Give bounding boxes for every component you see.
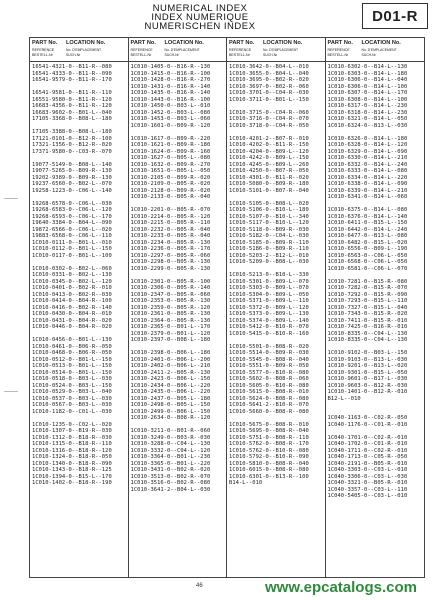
title-english: NUMERICAL INDEX [152, 3, 248, 14]
index-column [326, 38, 425, 577]
index-entry: 1C010-9603-0--B12-R--030 [327, 382, 408, 389]
index-entry: 1C010-2215-0--B05-R--110 [130, 220, 211, 226]
index-entry: 17371-9580-0--C03-R--070 [32, 148, 112, 155]
index-entry: 1C010-2232-0--B05-R--040 [130, 226, 211, 233]
index-entry: 1C010-0446-0--B04-R--020 [32, 324, 112, 330]
index-entry: 1C010-1651-0--B05-L--050 [130, 168, 211, 174]
index-entry: 1C010-2359-0--B05-R--120 [130, 304, 211, 311]
index-entry: 1C010-3364-0--B01-L--230 [130, 454, 211, 460]
watermark: www.epcatalogs.com [265, 579, 417, 596]
index-entry: 1C010-2234-0--B05-R--130 [130, 239, 211, 246]
part-no-label: PART No. [327, 40, 353, 46]
index-entry: 1C010-5371-0--B09-L--110 [229, 298, 309, 304]
index-entry: 1C010-2499-0--B06-L--150 [130, 408, 211, 415]
index-entry: 1C040-1701-0--C02-R--010 [327, 434, 408, 441]
index-entry: 1C010-0401-0--B02-R--010 [32, 285, 112, 291]
index-entry: 1C010-0331-0--B02-L--130 [32, 272, 112, 278]
index-entry: 16683-9602-0--B01-L--040 [32, 109, 112, 116]
index-entry: 1C010-0302-0--B02-L--060 [32, 265, 112, 272]
index-entry: B12-L--010 [327, 395, 361, 402]
index-entry: 1C010-3516-0--B02-R--080 [130, 480, 211, 486]
index-entry: 1C010-6563-0--C06-L--050 [327, 252, 408, 259]
index-entry: 16551-9580-0--B11-R--120 [32, 96, 112, 103]
part-no-label: PART No. [32, 40, 58, 46]
index-entry: 1C040-5405-0--C03-L--010 [327, 493, 408, 499]
index-entry: 1C010-0112-0--B01-L--150 [32, 246, 112, 252]
index-entry: 1C010-5373-0--B09-L--130 [229, 311, 309, 317]
column-header [30, 38, 128, 62]
index-entry: 1C010-2214-0--B05-R--120 [130, 213, 211, 220]
index-entry: 1C010-2297-0--B05-R--060 [130, 252, 211, 259]
index-entry: 1C010-6317-0--B14-L--230 [327, 103, 408, 109]
index-entry: 1C010-4242-0--B09-L--150 [229, 155, 309, 161]
part-no-label: PART No. [229, 40, 255, 46]
index-entry: 1C010-5615-0--B08-R--010 [229, 389, 309, 395]
index-entry: 1C010-2353-0--B05-R--130 [130, 298, 211, 304]
index-entry: 1C010-1394-0--B15-L--170 [32, 473, 112, 480]
index-entry: 16683-4356-0--B11-R--120 [32, 103, 112, 109]
reference-label: REFERENCE BESTELL-Nr [327, 48, 350, 57]
index-entry: 1C010-5213-0--B10-L--330 [229, 272, 309, 278]
index-entry: 1C010-2397-0--B08-L--180 [130, 337, 211, 343]
index-entry: 1C010-6308-0--B14-L--100 [327, 96, 408, 103]
index-entry: 19268-6593-0--C06-L--170 [32, 213, 112, 220]
index-entry: 1C010-5660-0--B08-R--080 [229, 408, 309, 415]
index-entry: 1C010-5762-0--B10-R--080 [229, 447, 309, 454]
index-entry: 1C010-0430-0--B04-R--010 [32, 311, 112, 317]
index-entry: 1C010-3718-0--C04-R--050 [229, 122, 309, 129]
index-entry: 1C010-5751-0--B08-R--110 [229, 434, 309, 441]
index-entry: 19202-9389-0--B09-R--130 [32, 174, 112, 181]
index-entry: 1C010-2301-0--B05-R--100 [130, 278, 211, 285]
index-entry: 1C010-0567-0--B03-L--030 [32, 402, 112, 408]
index-entry: 1C040-3303-0--C03-L--010 [327, 467, 408, 473]
index-entry: 1C010-5080-0--B09-R--180 [229, 181, 309, 187]
index-entry: 1C010-2423-0--B06-L--150 [130, 376, 211, 382]
index-entry: 1C040-1713-0--C05-R--050 [327, 454, 408, 460]
index-entry: 1C010-1450-0--B03-L--010 [130, 103, 211, 109]
index-entry: 1C010-0461-0--B06-R--050 [32, 343, 112, 350]
index-entry: 16541-9579-0--B11-R--170 [32, 77, 112, 83]
index-entry: 1C040-3357-0--C03-L--110 [327, 486, 408, 493]
index-entry: 19883-6568-0--C06-L--110 [32, 233, 112, 239]
index-entry: 1C010-3431-0--B02-R--020 [130, 467, 211, 473]
index-entry: 1C010-9301-0--B15-L--050 [327, 369, 408, 376]
index-entry: 1C010-0513-0--B01-L--150 [32, 363, 112, 369]
punch-hole-mark [4, 391, 18, 392]
index-entry: 1C010-6324-0--B13-L--030 [327, 122, 408, 129]
index-entry: 1C010-5675-0--B08-R--010 [229, 421, 309, 428]
index-entry: 1C010-2298-0--B05-R--130 [130, 259, 211, 265]
index-entry: 1C040-3306-0--C03-L--030 [327, 473, 408, 480]
index-entry: 1C010-1627-0--B05-L--080 [130, 155, 211, 161]
index-entry: 1C040-1176-0--C01-R--010 [327, 421, 408, 428]
index-entry: 1C010-5810-0--B08-R--040 [229, 460, 309, 467]
index-entry: 1C010-2236-0--B05-R--170 [130, 246, 211, 252]
index-entry: 1C010-6015-0--B08-R--080 [229, 467, 309, 473]
index-entry: 1C010-3701-0--C04-R--030 [229, 90, 309, 96]
index-entry: 1C010-1405-0--B16-R--130 [130, 64, 211, 70]
index-entry: 1C010-2498-0--B05-L--150 [130, 402, 211, 408]
index-entry: 1C010-7411-0--B15-R--010 [327, 317, 408, 324]
index-entry: 1C010-5101-0--B07-R--040 [229, 187, 309, 194]
index-entry: 1C010-1182-0--C01-L--030 [32, 408, 112, 415]
index-entry: 1C010-3641-2--B04-L--030 [130, 486, 211, 493]
index-entry: 19237-6560-0--B02-L--070 [32, 181, 112, 187]
index-entry: 1C040-1702-0--C01-R--010 [327, 441, 408, 447]
index-entry: 1C010-7292-0--B15-R--090 [327, 291, 408, 298]
index-entry: 1C010-2398-0--B06-L--180 [130, 350, 211, 356]
index-entry: 1C010-1316-0--B18-R--120 [32, 447, 112, 454]
index-entry: 1C010-9601-0--B17-L--030 [327, 376, 408, 382]
index-entry: 1C010-5577-0--B10-R--080 [229, 369, 309, 376]
index-entry: 1C010-6477-0--B13-L--080 [327, 233, 408, 239]
index-entry: 1C010-2634-0--B08-R--120 [130, 415, 211, 421]
index-entry: 1C010-3513-0--B02-R--070 [130, 473, 211, 480]
index-entry: 1C010-6482-0--B15-L--020 [327, 239, 408, 246]
index-entry: 1C010-2364-0--B05-R--130 [130, 317, 211, 324]
location-sub-label: No. D'EMPLACEMENT SUCH-Nr [263, 48, 299, 57]
index-entry: 1C010-5415-0--B10-R--160 [229, 330, 309, 337]
index-entry: 1C010-2133-0--B05-R--040 [130, 194, 211, 200]
index-entry: B14-L--010 [229, 480, 263, 486]
index-entry: 1C010-3365-0--B01-L--220 [130, 460, 211, 467]
index-entry: 1C010-2299-0--B05-R--130 [130, 265, 211, 272]
index-entry: 1C010-0431-0--B04-R--020 [32, 317, 112, 324]
index-entry: 1C010-6326-0--B14-L--180 [327, 135, 408, 142]
index-entry: 1C010-0514-0--B01-L--150 [32, 369, 112, 376]
index-entry: 1C010-5186-0--B09-R--110 [229, 246, 309, 252]
index-entry: 1C010-5624-0--B08-R--080 [229, 395, 309, 402]
index-entry: 1C010-5641-2--B10-R--070 [229, 402, 309, 408]
index-entry: 1C010-6329-0--B14-L--090 [327, 148, 408, 155]
index-entry: 1C010-6333-0--B14-L--080 [327, 168, 408, 174]
index-entry: 1C010-4245-0--B09-L--260 [229, 161, 309, 168]
index-entry: 1C010-6306-0--B14-L--040 [327, 77, 408, 83]
location-no-label: LOCATION No. [66, 40, 106, 46]
index-entry: 1C010-0524-0--B03-L--150 [32, 382, 112, 389]
index-entry: 1C010-4250-0--B07-R--050 [229, 168, 309, 174]
index-entry: 1C010-9103-0--B13-L--030 [327, 356, 408, 363]
index-entry: 1C010-5372-0--B09-L--120 [229, 304, 309, 311]
index-entry: 1C010-0413-0--B02-R--030 [32, 291, 112, 298]
index-entry: 1C010-1617-0--B09-R--220 [130, 135, 211, 142]
punch-hole-mark [4, 198, 18, 199]
entry-list [227, 62, 325, 487]
index-entry: 16541-4321-0--B11-R--080 [32, 64, 112, 70]
title-german: NUMERISCHEN INDEX [144, 21, 256, 32]
index-entry: 1C010-6301-0--B13-R--100 [229, 473, 309, 480]
index-entry: 1C010-5545-0--B08-R--040 [229, 356, 309, 363]
index-entry: 1C010-0117-0--B01-L--100 [32, 252, 112, 259]
index-entry: 1C010-3249-0--B03-R--030 [130, 434, 211, 441]
index-entry: 19268-6583-0--C06-L--120 [32, 207, 112, 213]
index-entry: 1C010-2233-0--B05-R--040 [130, 233, 211, 239]
entry-list [129, 62, 227, 493]
index-entry: 1C010-4301-0--B11-R--020 [229, 174, 309, 181]
index-entry: 19077-5265-0--B09-R--130 [32, 168, 112, 174]
index-entry: 19268-6578-0--C06-L--030 [32, 200, 112, 207]
index-entry: 19077-5149-0--B08-L--140 [32, 161, 112, 168]
location-sub-label: No. D'EMPLACEMENT SUCH-Nr [66, 48, 102, 57]
index-entry: 1C010-6556-0--B09-L--190 [327, 246, 408, 252]
index-entry: 1C010-5303-0--B09-L--070 [229, 285, 309, 291]
index-entry: 1C010-5203-2--B12-L--010 [229, 252, 309, 259]
index-entry: 1C010-6442-0--B14-L--240 [327, 226, 408, 233]
index-entry: 1C010-2401-0--B06-L--200 [130, 356, 211, 363]
index-entry: 1C010-3288-0--C04-L--130 [130, 441, 211, 447]
index-entry: 1C010-0537-0--B03-L--030 [32, 395, 112, 402]
index-entry: 1C010-5501-0--B08-R--020 [229, 343, 309, 350]
index-entry: 1C010-2109-0--B05-R--020 [130, 181, 211, 187]
index-entry: 1C040-1711-0--C02-R--010 [327, 447, 408, 454]
column-header [326, 38, 425, 62]
index-entry: 1C010-3211-0--B01-R--060 [130, 428, 211, 434]
index-entry: 1C010-1401-0--B12-R--010 [327, 389, 408, 395]
index-entry: 1C010-3655-0--B04-L--040 [229, 70, 309, 77]
index-entry: 1C010-7281-0--B15-R--080 [327, 278, 408, 285]
index-entry: 1C010-8335-0--C04-L--130 [327, 337, 408, 343]
index-entry: 1C010-0456-0--B01-L--130 [32, 337, 112, 343]
index-entry: 19640-3384-0--B04-L--090 [32, 220, 112, 226]
index-entry: 1C010-1343-0--B18-R--125 [32, 467, 112, 473]
index-entry: 1C010-3642-0--B04-L--010 [229, 64, 309, 70]
index-entry: 1C010-5695-0--B08-R--040 [229, 428, 309, 434]
index-entry: 1C010-8335-0--C04-L--130 [327, 330, 408, 337]
index-table [29, 37, 425, 578]
index-entry: 1C010-2435-0--B06-L--220 [130, 389, 211, 395]
index-entry: 1C010-5605-0--B10-R--080 [229, 382, 309, 389]
index-entry: 1C010-3697-0--B02-R--060 [229, 83, 309, 90]
index-entry: 1C010-2434-0--B06-L--220 [130, 382, 211, 389]
index-entry: 1C010-7293-0--B15-L--110 [327, 298, 408, 304]
index-entry: 1C010-3716-0--C04-R--070 [229, 116, 309, 122]
index-entry: 1C010-2128-0--B09-R--020 [130, 187, 211, 194]
title-french: INDEX NUMERIQUE [151, 12, 249, 23]
page-number: 46 [196, 583, 203, 589]
index-entry: 1C010-9102-0--B03-L--150 [327, 350, 408, 356]
index-entry: 1C010-5105-0--B08-L--020 [229, 200, 309, 207]
index-entry: 1C010-5117-0--B10-L--120 [229, 220, 309, 226]
index-entry: 17321-1356-0--B12-R--020 [32, 142, 112, 148]
index-entry: 1C010-5551-0--B09-R--050 [229, 363, 309, 369]
section-code: D01-R [362, 3, 428, 29]
index-entry: 1C040-3321-0--B05-R--010 [327, 480, 408, 486]
index-entry: 1C010-1435-0--B16-R--140 [130, 90, 211, 96]
page-footer [0, 579, 435, 600]
index-entry: 1C010-2306-0--B05-R--140 [130, 285, 211, 291]
reference-label: REFERENCE BESTELL-Nr [32, 48, 55, 57]
index-entry: 1C010-2361-0--B05-R--130 [130, 311, 211, 317]
index-entry: 1C010-7425-0--B16-R--010 [327, 324, 408, 330]
reference-label: REFERENCE BESTELL-Nr [229, 48, 252, 57]
part-no-label: PART No. [130, 40, 156, 46]
index-entry: 1C010-5304-0--B09-L--050 [229, 291, 309, 298]
index-entry: 1C010-1431-0--B16-R--140 [130, 83, 211, 90]
index-entry: 1C010-6338-0--B14-L--090 [327, 181, 408, 187]
index-entry: 1C010-5762-0--B08-R--170 [229, 441, 309, 447]
index-entry: 1C010-7343-0--B15-R--020 [327, 311, 408, 317]
index-entry: 1C010-0345-0--B02-L--120 [32, 278, 112, 285]
index-entry: 1C010-6375-0--B14-L--080 [327, 207, 408, 213]
index-entry: 1C010-6339-0--B14-L--210 [327, 187, 408, 194]
index-entry: 1C010-1315-0--B18-R--110 [32, 441, 112, 447]
index-entry: 1C010-6303-0--B14-L--180 [327, 70, 408, 77]
index-entry: 1C010-2437-0--B05-L--180 [130, 395, 211, 402]
index-entry: 1C010-6411-0--B15-L--150 [327, 220, 408, 226]
index-entry: 19872-6566-0--C06-L--020 [32, 226, 112, 233]
index-entry: 1C010-6376-0--B14-L--140 [327, 213, 408, 220]
index-entry: 1C010-1453-0--B03-L--060 [130, 116, 211, 122]
index-entry: 1C010-4204-0--B09-L--120 [229, 148, 309, 155]
index-entry: 17105-3368-0--B08-L--180 [32, 116, 112, 122]
index-entry: 1C010-6306-0--B14-L--100 [327, 83, 408, 90]
index-entry: 1C010-2411-2--B05-R--130 [130, 369, 211, 376]
index-entry: 17105-3388-0--B08-L--180 [32, 129, 112, 135]
index-entry: 1C010-6332-0--B14-L--240 [327, 161, 408, 168]
index-entry: 19258-1223-0--C06-L--140 [32, 187, 112, 194]
index-entry: 1C010-1340-0--B18-R--090 [32, 460, 112, 467]
index-entry: 1C010-1632-0--B09-R--270 [130, 161, 211, 168]
index-entry: 1C010-0512-0--B01-L--150 [32, 356, 112, 363]
index-entry: 1C010-3695-0--B02-R--020 [229, 77, 309, 83]
index-entry: 1C010-2201-0--B05-R--070 [130, 207, 211, 213]
index-entry: 16541-9581-0--B11-R--110 [32, 90, 112, 96]
entry-list [30, 62, 128, 487]
index-entry: 1C010-5301-0--B09-L--070 [229, 278, 309, 285]
index-entry: 1C010-5106-0--B10-L--180 [229, 207, 309, 213]
index-entry: 1C010-1307-0--B19-R--030 [32, 428, 112, 434]
index-entry: 1C010-3715-0--C04-R--060 [229, 109, 309, 116]
index-entry: 1C010-5182-0--C04-L--030 [229, 233, 309, 239]
index-entry: 1C010-2379-0--B01-L--120 [130, 330, 211, 337]
entry-list [326, 62, 425, 500]
index-entry: 1C010-2105-0--B09-R--020 [130, 174, 211, 181]
location-sub-label: No. D'EMPLACEMENT SUCH-Nr [164, 48, 200, 57]
index-column [227, 38, 326, 577]
column-header [129, 38, 227, 62]
index-entry: 1C010-2347-0--B05-R--060 [130, 291, 211, 298]
location-sub-label: No. D'EMPLACEMENT SUCH-Nr [361, 48, 397, 57]
index-entry: 1C010-1452-0--B03-L--080 [130, 109, 211, 116]
index-entry: 1C010-1324-0--B18-R--050 [32, 454, 112, 460]
index-entry: 1C010-2402-0--B06-L--210 [130, 363, 211, 369]
index-entry: 1C010-0468-0--B06-R--050 [32, 350, 112, 356]
index-entry: 1C010-5185-0--B09-R--110 [229, 239, 309, 246]
index-entry: 1C010-6341-0--B14-L--060 [327, 194, 408, 200]
index-entry: 1C010-6318-0--B14-L--230 [327, 109, 408, 116]
index-entry: 1C010-6334-0--B14-L--220 [327, 174, 408, 181]
index-entry: 1C010-3711-0--B01-L--150 [229, 96, 309, 103]
location-no-label: LOCATION No. [164, 40, 204, 46]
index-entry: 1C010-5412-0--B10-R--070 [229, 324, 309, 330]
index-entry: 1C010-5514-0--B09-R--030 [229, 350, 309, 356]
index-entry: 1C010-6328-0--B14-L--120 [327, 142, 408, 148]
index-entry: 1C010-5602-0--B08-R--060 [229, 376, 309, 382]
index-entry: 1C010-6568-0--C06-L--050 [327, 259, 408, 265]
index-entry: 1C010-1601-0--B09-R--120 [130, 122, 211, 129]
index-entry: 1C010-1312-0--B18-R--030 [32, 434, 112, 441]
index-entry: 1C010-7327-0--B15-L--040 [327, 304, 408, 311]
location-no-label: LOCATION No. [263, 40, 303, 46]
index-column [30, 38, 129, 577]
index-entry: 1C010-1624-0--B09-R--160 [130, 148, 211, 155]
index-entry: 1C010-1443-0--B16-R--100 [130, 96, 211, 103]
index-entry: 1C010-7282-0--B15-R--070 [327, 285, 408, 291]
index-entry: 17121-0101-0--B12-R--100 [32, 135, 112, 142]
reference-label: REFERENCE BESTELL-Nr [130, 48, 153, 57]
index-entry: 1C010-0518-0--B03-L--030 [32, 376, 112, 382]
column-header [227, 38, 325, 62]
index-entry: 1C010-1621-0--B09-R--180 [130, 142, 211, 148]
index-titles [0, 4, 400, 31]
index-entry: 1C010-5792-0--B10-R--090 [229, 454, 309, 460]
index-entry: 1C010-6321-0--B14-L--050 [327, 116, 408, 122]
index-entry: 1C010-6330-0--B14-L--210 [327, 155, 408, 161]
index-entry: 1C010-0414-0--B04-R--100 [32, 298, 112, 304]
index-entry: 1C010-5374-0--B09-L--140 [229, 317, 309, 324]
index-entry: 1C010-6581-0--C06-L--070 [327, 265, 408, 272]
index-entry: 1C010-1402-0--B18-R--190 [32, 480, 112, 486]
index-entry: 1C010-4202-0--B11-R--150 [229, 142, 309, 148]
index-column [129, 38, 228, 577]
index-entry: 1C010-0529-0--B03-L--040 [32, 389, 112, 395]
index-entry: 1C010-1428-0--B16-R--270 [130, 77, 211, 83]
index-entry: 1C010-6307-0--B14-L--170 [327, 90, 408, 96]
index-entry: 1C010-4201-2--B07-R--010 [229, 135, 309, 142]
index-entry: 1C010-5118-0--B09-R--030 [229, 226, 309, 233]
location-no-label: LOCATION No. [361, 40, 401, 46]
index-entry: 1C010-0416-0--B02-R--140 [32, 304, 112, 311]
index-entry: 1C010-0111-0--B01-L--010 [32, 239, 112, 246]
index-entry: 1C010-5107-0--B10-L--340 [229, 213, 309, 220]
index-entry: 1C010-2365-0--B01-L--170 [130, 324, 211, 330]
index-entry: 1C010-6302-0--B14-L--130 [327, 64, 408, 70]
index-entry: 1C040-1163-0--C02-R--050 [327, 415, 408, 421]
index-entry: 1C010-9201-0--B13-L--020 [327, 363, 408, 369]
index-entry: 16541-4333-0--B11-R--090 [32, 70, 112, 77]
index-entry: 1C010-1415-0--B16-R--100 [130, 70, 211, 77]
index-entry: 1C010-1235-0--C02-L--020 [32, 421, 112, 428]
index-entry: 1C040-2191-0--B05-R--010 [327, 460, 408, 467]
index-entry: 1C010-5209-0--B08-L--030 [229, 259, 309, 265]
index-entry: 1C010-3332-0--C04-L--120 [130, 447, 211, 454]
